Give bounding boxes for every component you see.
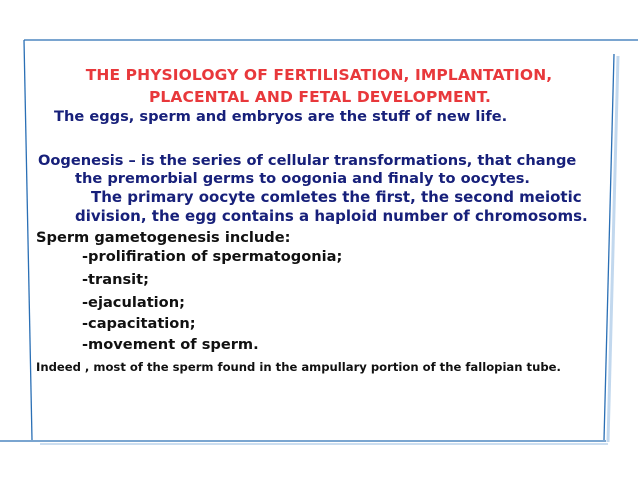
- oocyte-line-1: The primary oocyte comletes the first, the second meiotic: [91, 188, 582, 206]
- intro-text: The eggs, sperm and embryos are the stuff of new life.: [54, 108, 508, 125]
- sperm-heading: Sperm gametogenesis include:: [36, 229, 291, 246]
- sperm-step: -transit;: [82, 271, 149, 288]
- footnote-text: Indeed , most of the sperm found in the ampullary portion of the fallopian tube.: [36, 360, 561, 374]
- oocyte-line-2: division, the egg contains a haploid number of chromosoms.: [75, 207, 588, 225]
- sperm-step: -capacitation;: [82, 315, 196, 332]
- slide-title: [0, 64, 638, 108]
- oogenesis-line-1: Oogenesis – is the series of cellular transformations, that change: [38, 152, 577, 169]
- sperm-step: -movement of sperm.: [82, 336, 259, 353]
- title-line-1: THE PHYSIOLOGY OF FERTILISATION, IMPLANTATION,: [85, 66, 553, 84]
- oogenesis-line-2: the premorbial germs to oogonia and finaly to oocytes.: [75, 170, 530, 187]
- sperm-step: -ejaculation;: [82, 294, 185, 311]
- title-line-2: PLACENTAL AND FETAL DEVELOPMENT.: [148, 88, 492, 106]
- sperm-step: -prolifiration of spermatogonia;: [82, 248, 343, 265]
